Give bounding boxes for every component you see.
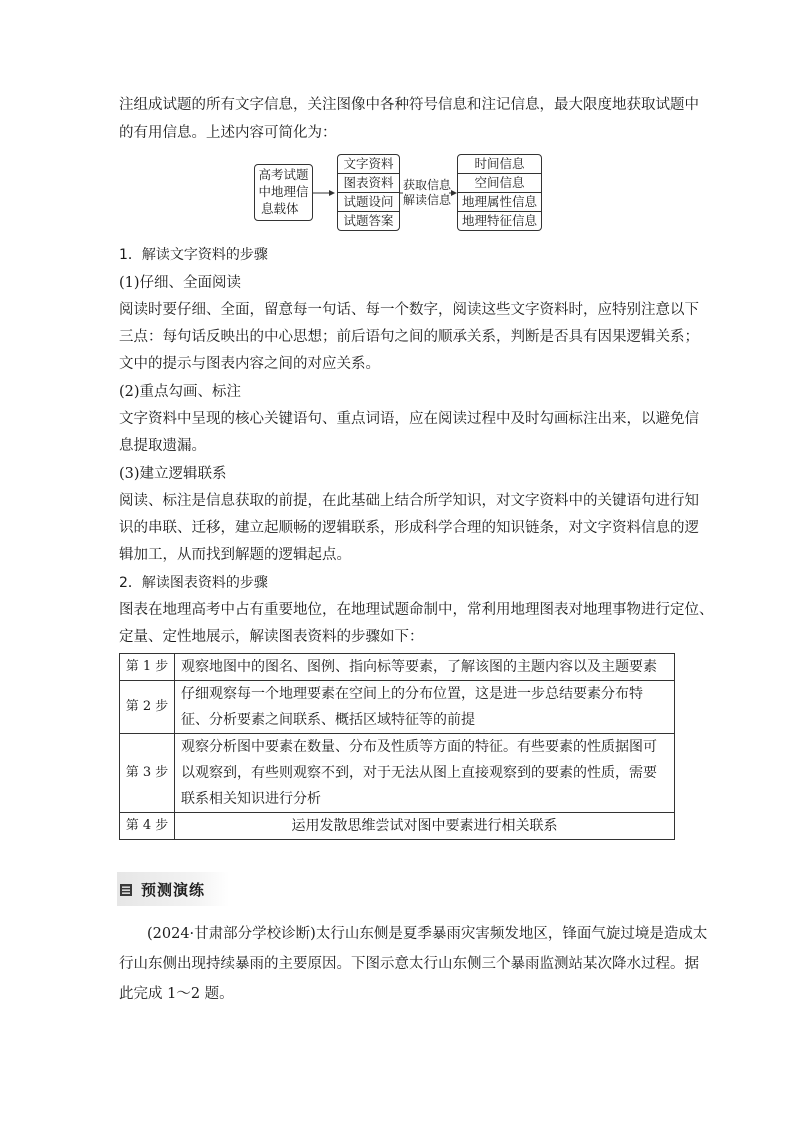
output-attribute: 地理属性信息 bbox=[458, 193, 541, 212]
steps-table bbox=[119, 653, 675, 840]
section1-p2-line-2: 息提取遗漏。 bbox=[119, 438, 206, 454]
practice-line-2: 行山东侧出现持续暴雨的主要原因。下图示意太行山东侧三个暴雨监测站某次降水过程。据 bbox=[119, 956, 699, 972]
material-charts: 图表资料 bbox=[338, 174, 399, 193]
intro-line-2: 的有用信息。上述内容可简化为： bbox=[119, 125, 337, 141]
section1-sub2: (2)重点勾画、标注 bbox=[119, 384, 242, 400]
section1-title: 1．解读文字资料的步骤 bbox=[119, 247, 268, 263]
section1-p1-line-1: 阅读时要仔细、全面，留意每一句话、每一个数字，阅读这些文字资料时，应特别注意以下 bbox=[119, 302, 699, 318]
output-feature: 地理特征信息 bbox=[461, 213, 537, 228]
table-row bbox=[120, 813, 675, 840]
output-space: 空间信息 bbox=[458, 174, 541, 193]
section1-sub3: (3)建立逻辑联系 bbox=[119, 466, 227, 482]
step-label: 第 2 步 bbox=[120, 681, 175, 734]
diagram-source-line-3: 息载体 bbox=[261, 201, 299, 216]
table-row bbox=[120, 681, 675, 734]
section1-p3-line-3: 辑加工，从而找到解题的逻辑起点。 bbox=[119, 547, 351, 563]
table-row bbox=[120, 734, 675, 813]
material-answers: 试题答案 bbox=[343, 213, 394, 228]
section2-line-2: 定量、定性地展示，解读图表资料的步骤如下： bbox=[119, 629, 424, 645]
step-description: 观察分析图中要素在数量、分布及性质等方面的特征。有些要素的性质据图可以观察到，有些则观察不到，对于无法从图上直接观察到的要素的性质，需要联系相关知识进行分析 bbox=[175, 734, 675, 813]
process-obtain: 获取信息 bbox=[403, 178, 452, 192]
section1-p1-line-2: 三点：每句话反映出的中心思想；前后语句之间的顺承关系，判断是否具有因果逻辑关系； bbox=[119, 329, 699, 345]
section1-p1-line-3: 文中的提示与图表内容之间的对应关系。 bbox=[119, 356, 380, 372]
diagram-materials-box bbox=[337, 154, 400, 231]
diagram-outputs-box bbox=[457, 154, 542, 231]
practice-title: 预测演练 bbox=[141, 880, 206, 899]
practice-section-label bbox=[117, 872, 229, 906]
material-text: 文字资料 bbox=[338, 155, 399, 174]
diagram-source-line-1: 高考试题 bbox=[258, 167, 309, 182]
practice-line-3: 此完成 1～2 题。 bbox=[119, 986, 234, 1002]
process-interpret: 解读信息 bbox=[403, 193, 452, 207]
intro-line-1: 注组成试题的所有文字信息，关注图像中各种符号信息和注记信息，最大限度地获取试题中 bbox=[119, 97, 699, 113]
section1-sub1: (1)仔细、全面阅读 bbox=[119, 275, 242, 291]
section1-p3-line-2: 识的串联、迁移，建立起顺畅的逻辑联系，形成科学合理的知识链条，对文字资料信息的逻 bbox=[119, 520, 699, 536]
section2-line-1: 图表在地理高考中占有重要地位，在地理试题命制中，常利用地理图表对地理事物进行定位、 bbox=[119, 602, 714, 618]
section1-p2-line-1: 文字资料中呈现的核心关键语句、重点词语，应在阅读过程中及时勾画标注出来，以避免信 bbox=[119, 411, 699, 427]
section2-title: 2．解读图表资料的步骤 bbox=[119, 575, 268, 591]
document-icon bbox=[119, 882, 133, 896]
practice-line-1: (2024·甘肃部分学校诊断)太行山东侧是夏季暴雨灾害频发地区，锋面气旋过境是造成太 bbox=[147, 926, 708, 942]
material-questions: 试题设问 bbox=[338, 193, 399, 212]
step-label: 第 1 步 bbox=[120, 654, 175, 681]
table-row bbox=[120, 654, 675, 681]
output-time: 时间信息 bbox=[458, 155, 541, 174]
step-description: 运用发散思维尝试对图中要素进行相关联系 bbox=[175, 813, 675, 840]
step-description: 仔细观察每一个地理要素在空间上的分布位置，这是进一步总结要素分布特征、分析要素之间联系、概括区域特征等的前提 bbox=[175, 681, 675, 734]
step-description: 观察地图中的图名、图例、指向标等要素，了解该图的主题内容以及主题要素 bbox=[175, 654, 675, 681]
step-label: 第 3 步 bbox=[120, 734, 175, 813]
diagram-process-label bbox=[403, 178, 450, 208]
section1-p3-line-1: 阅读、标注是信息获取的前提，在此基础上结合所学知识，对文字资料中的关键语句进行知 bbox=[119, 493, 699, 509]
diagram-source-line-2: 中地理信 bbox=[258, 184, 309, 199]
step-label: 第 4 步 bbox=[120, 813, 175, 840]
